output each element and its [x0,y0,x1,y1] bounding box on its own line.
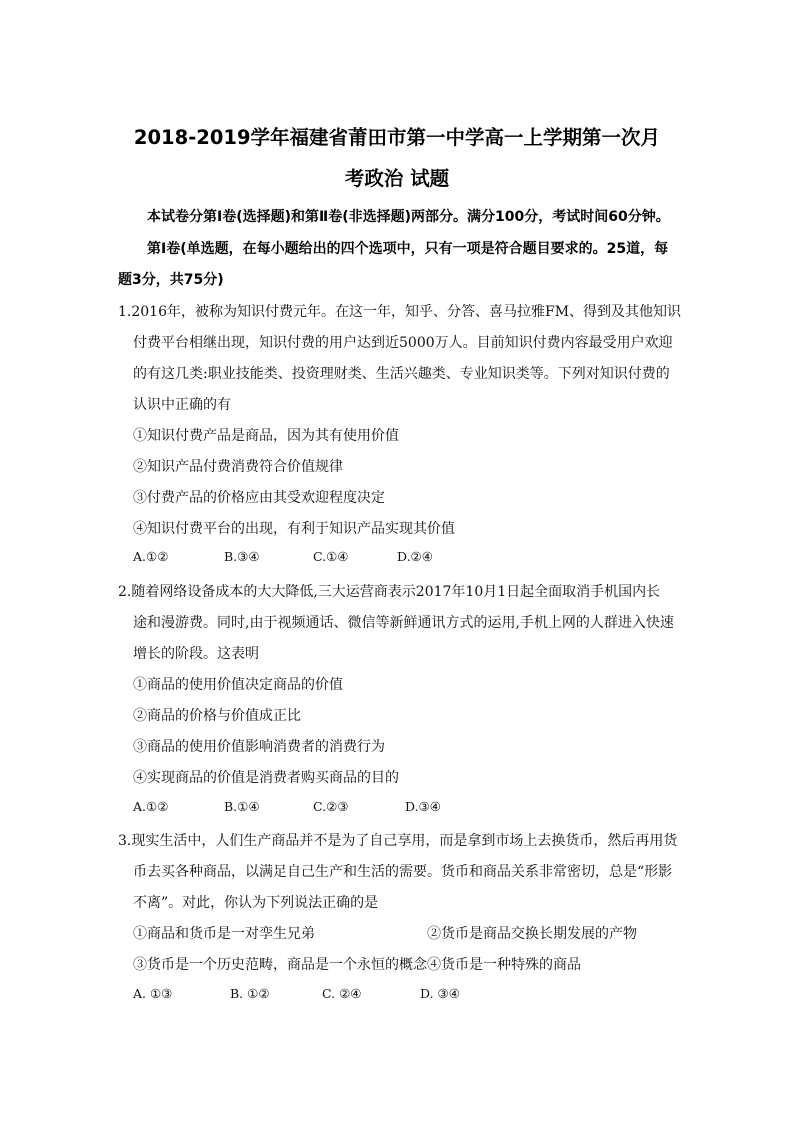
question-2-option-d: D.③④ [405,799,441,814]
question-3-option-c: C. ②④ [322,986,362,1001]
question-1-option-b: B.③④ [224,549,260,564]
question-1-stem-line4: 认识中正确的有 [133,397,231,413]
question-1-option-d: D.②④ [397,549,433,564]
question-3-option-b: B. ①② [230,986,270,1001]
question-2-option-c: C.②③ [313,799,349,814]
question-2-option-a: A.①② [133,799,169,814]
exam-title-line2: 考政治 试题 [344,167,450,190]
question-3-option-d: D. ③④ [420,986,460,1001]
question-3-statement-3: ③货币是一个历史范畴，商品是一个永恒的概念④货币是一种特殊的商品 [133,957,581,973]
question-1-option-a: A.①② [133,549,169,564]
question-3-statement-1: ①商品和货币是一对孪生兄弟 [133,926,315,942]
exam-instructions: 本试卷分第Ⅰ卷(选择题)和第Ⅱ卷(非选择题)两部分。满分100分，考试时间60分钟。 [147,209,670,225]
question-2-option-b: B.①④ [224,799,260,814]
question-2-stem-line1: 2.随着网络设备成本的大大降低,三大运营商表示2017年10月1日起全面取消手机国内长 [118,584,661,600]
question-2-statement-3: ③商品的使用价值影响消费者的消费行为 [133,739,385,755]
question-3-stem-line2: 币去买各种商品，以满足自己生产和生活的需要。货币和商品关系非常密切，总是“形影 [133,864,673,880]
question-1-statement-4: ④知识付费平台的出现，有利于知识产品实现其价值 [133,521,455,537]
question-2-statement-4: ④实现商品的价值是消费者购买商品的目的 [133,770,399,786]
question-1-statement-3: ③付费产品的价格应由其受欢迎程度决定 [133,490,385,506]
question-3-stem-line3: 不离”。对此，你认为下列说法正确的是 [133,895,379,911]
question-3-option-a: A. ①③ [133,986,173,1001]
question-2-stem-line3: 增长的阶段。这表明 [133,646,259,662]
question-1-option-c: C.①④ [313,549,349,564]
question-2-stem-line2: 途和漫游费。同时,由于视频通话、微信等新鲜通讯方式的运用,手机上网的人群进入快速 [133,615,674,631]
question-3-stem-line1: 3.现实生活中，人们生产商品并不是为了自己享用，而是拿到市场上去换货币，然后再用货 [118,833,678,849]
question-1-statement-2: ②知识产品付费消费符合价值规律 [133,459,343,475]
question-2-statement-2: ②商品的价格与价值成正比 [133,708,301,724]
question-1-stem-line2: 付费平台相继出现，知识付费的用户达到近5000万人。目前知识付费内容最受用户欢迎 [133,335,673,351]
question-3-statement-2: ②货币是商品交换长期发展的产物 [427,926,637,942]
question-1-stem-line1: 1.2016年，被称为知识付费元年。在这一年，知乎、分答、喜马拉雅FM、得到及其他知识 [118,304,682,320]
question-1-statement-1: ①知识付费产品是商品，因为其有使用价值 [133,428,399,444]
question-1-stem-line3: 的有这几类:职业技能类、投资理财类、生活兴趣类、专业知识类等。下列对知识付费的 [133,366,670,382]
exam-title-line1: 2018-2019学年福建省莆田市第一中学高一上学期第一次月 [133,126,661,149]
question-2-statement-1: ①商品的使用价值决定商品的价值 [133,677,343,693]
section-heading-line2: 题3分，共75分) [118,272,224,288]
section-heading-line1: 第Ⅰ卷(单选题，在每小题给出的四个选项中，只有一项是符合题目要求的。25道，每 [147,241,669,257]
